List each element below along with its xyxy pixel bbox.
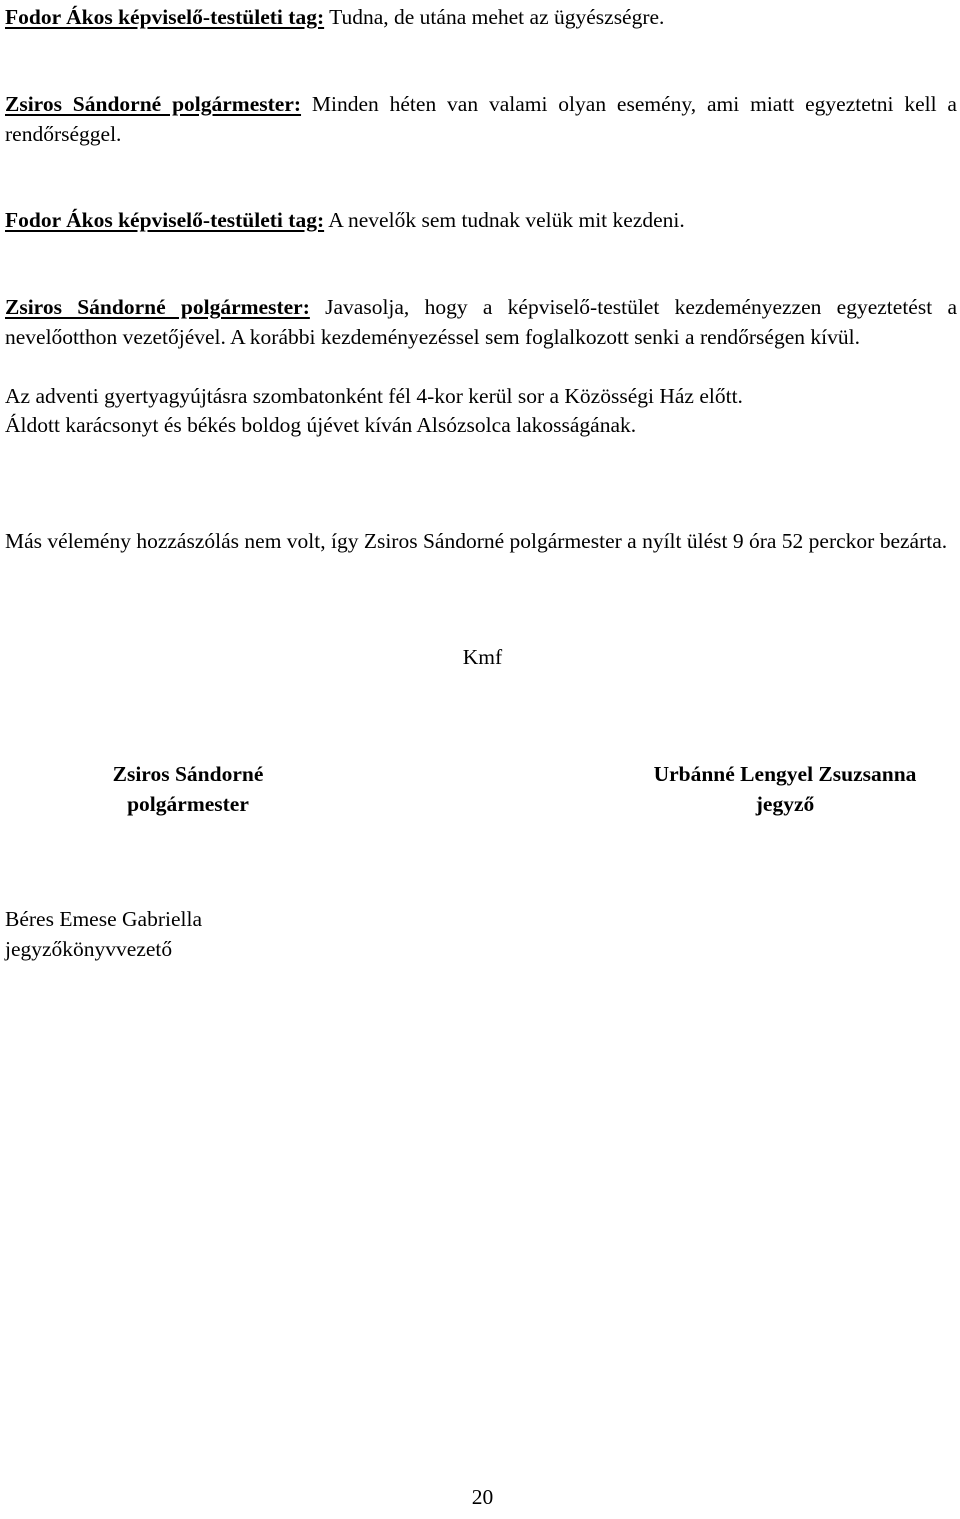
speaker-label: Fodor Ákos képviselő-testületi tag:: [5, 208, 325, 232]
speaker-label: Zsiros Sándorné polgármester:: [5, 92, 302, 116]
closing-statement: Más vélemény hozzászólás nem volt, így Zsiros Sándorné polgármester a nyílt ülést 9 óra 52 perckor bezárta.: [5, 529, 948, 553]
paragraph-text: Tudna, de utána mehet az ügyészségre.: [324, 5, 665, 29]
page-number: 20: [471, 1485, 494, 1509]
speaker-label: Fodor Ákos képviselő-testületi tag:: [5, 5, 325, 29]
recorder-title: jegyzőkönyvvezető: [5, 937, 173, 961]
signature-right: [620, 759, 950, 819]
paragraph-text: Javasolja, hogy a képviselő-testület kezdeményezzen egyeztetést a nevelőotthon vezetőjével. A korábbi kezdeményezéssel sem foglalkozott senki a rendőrségen kívül.: [5, 295, 957, 349]
paragraph-4-line-2: [5, 381, 957, 411]
paragraph-text: Minden héten van valami olyan esemény, ami miatt egyeztetni kell a rendőrséggel.: [5, 92, 957, 146]
signature-left-title: polgármester: [127, 792, 249, 816]
paragraph-text: A nevelők sem tudnak velük mit kezdeni.: [324, 208, 685, 232]
paragraph-4: [5, 292, 957, 352]
signature-left-name: Zsiros Sándorné: [112, 762, 264, 786]
signature-right-name: Urbánné Lengyel Zsuzsanna: [653, 762, 917, 786]
paragraph-3: [5, 205, 957, 235]
paragraph-text: Áldott karácsonyt és békés boldog újévet kíván Alsózsolca lakosságának.: [5, 413, 637, 437]
signature-right-title: jegyző: [755, 792, 815, 816]
recorder-name: Béres Emese Gabriella: [5, 907, 202, 931]
paragraph-text: Az adventi gyertyagyújtásra szombatonként fél 4-kor kerül sor a Közösségi Ház előtt.: [5, 384, 743, 408]
signature-left: [88, 759, 288, 819]
kmf-label: Kmf: [462, 645, 503, 669]
paragraph-1: [5, 2, 957, 32]
paragraph-2: [5, 89, 957, 149]
speaker-label: Zsiros Sándorné polgármester:: [5, 295, 310, 319]
paragraph-4-line-3: [5, 410, 957, 440]
recorder-block: [5, 904, 202, 964]
